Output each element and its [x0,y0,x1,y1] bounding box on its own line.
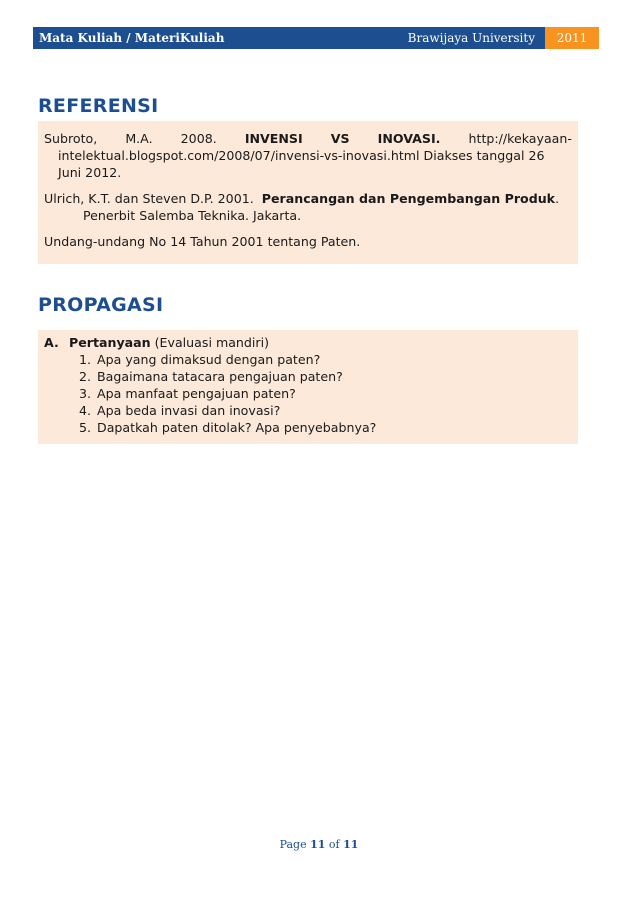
total-page-number: 11 [343,838,359,851]
list-item-text: Apa yang dimaksud dengan paten? [97,352,321,367]
reference-3: Undang-undang No 14 Tahun 2001 tentang Paten. [44,234,361,249]
ref1-url-part-1: http://kekayaan- [468,131,572,146]
of-word: of [328,838,340,851]
ref1-author: Subroto, [44,131,98,146]
question-section-heading [38,334,578,351]
ref2-author: Ulrich, K.T. dan Steven D.P. 2001. [44,191,254,206]
ref1-year: 2008. [180,131,217,146]
reference-2-line-2: Penerbit Salemba Teknika. Jakarta. [83,208,302,223]
section-letter: A. [44,335,59,350]
referensi-heading: REFERENSI [38,95,159,117]
reference-1-line-1 [44,130,572,147]
ref1-title-part-2: VS [330,131,350,146]
list-item [69,368,578,385]
ref1-title-part-3: INOVASI. [377,131,441,146]
ref2-title: Perancangan dan Pengembangan Produk [261,191,556,206]
propagasi-heading: PROPAGASI [38,294,164,316]
list-item-number: 1. [78,352,91,367]
list-item-text: Apa beda invasi dan inovasi? [97,403,281,418]
university-name: Brawijaya University [408,27,545,49]
reference-2-line-1 [44,190,572,207]
list-item [69,419,578,436]
pertanyaan-note: (Evaluasi mandiri) [150,335,269,350]
list-item-number: 5. [78,420,91,435]
propagasi-box [38,330,578,444]
list-item-number: 2. [78,369,91,384]
list-item-number: 3. [78,386,91,401]
list-item [69,402,578,419]
list-item-text: Bagaimana tatacara pengajuan paten? [97,369,343,384]
list-item-text: Apa manfaat pengajuan paten? [97,386,296,401]
pertanyaan-label: Pertanyaan [69,335,151,350]
list-item-text: Dapatkah paten ditolak? Apa penyebabnya? [97,420,377,435]
ref2-period: . [555,191,560,206]
page-header [33,27,599,49]
ref1-initials: M.A. [125,131,153,146]
referensi-box [38,121,578,264]
reference-1-line-2: intelektual.blogspot.com/2008/07/invensi-vs-inovasi.html Diakses tanggal 26 [58,148,545,163]
current-page-number: 11 [310,838,326,851]
list-item [69,385,578,402]
course-title: Mata Kuliah / MateriKuliah [33,27,408,49]
page-footer [0,838,638,851]
list-item [69,351,578,368]
question-list [38,351,578,436]
list-item-number: 4. [78,403,91,418]
page-word: Page [279,838,307,851]
ref1-title-part-1: INVENSI [244,131,303,146]
reference-1-line-3: Juni 2012. [58,165,122,180]
year-badge: 2011 [545,27,599,49]
